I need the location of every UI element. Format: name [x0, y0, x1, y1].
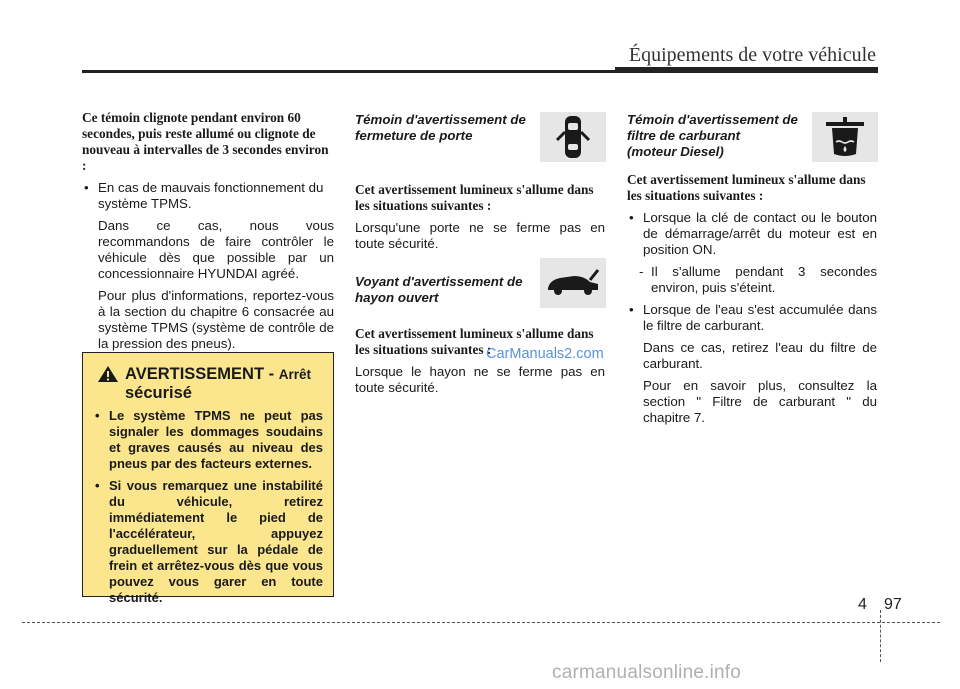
fuel-bullet-2: • Lorsque de l'eau s'est accumulée dans le filtre de carburant. [627, 302, 877, 334]
fuel-bullet-1: • Lorsque la clé de contact ou le bouton de démarrage/arrêt du moteur est en position ON. [627, 210, 877, 258]
door-open-warning-icon [540, 112, 606, 162]
hatch-warning-text: Lorsque le hayon ne se ferme pas en toute sécurité. [355, 364, 605, 395]
warning-bullet-1: • Le système TPMS ne peut pas signaler les dommages soudains et graves causés au niveau des pneus par des facteurs externes. [93, 408, 323, 472]
footer-divider [880, 610, 881, 662]
hatch-warning-intro: Cet avertissement lumineux s'allume dans les situations suivantes : [355, 326, 594, 357]
site-watermark: carmanualsonline.info [552, 662, 742, 683]
door-icon-box [540, 112, 606, 162]
hatch-icon-box [540, 258, 606, 308]
door-warning-intro: Cet avertissement lumineux s'allume dans les situations suivantes : [355, 182, 594, 213]
fuel-icon-box [812, 112, 878, 162]
fuel-filter-intro: Cet avertissement lumineux s'allume dans les situations suivantes : [627, 172, 866, 203]
tpms-para-2: Pour plus d'informations, reportez-vous à la section du chapitre 6 consacrée au système TPMS (système de contrôle de la pression des pneus). [98, 288, 334, 351]
warning-bullet-2: • Si vous remarquez une instabilité du véhicule, retirez immédiatement le pied de l'accélérateur, appuyez graduellement sur la pédale de frein et arrêtez-vous dès que vous pouvez vous garer en toute sécurité. [93, 478, 323, 606]
door-warning-text: Lorsqu'une porte ne se ferme pas en toute sécurité. [355, 220, 605, 251]
tpms-intro: Ce témoin clignote pendant environ 60 secondes, puis reste allumé ou clignote de nouveau à intervalles de 3 secondes environ : [82, 110, 329, 173]
fuel-filter-water-icon [812, 112, 878, 162]
tpms-bullet: • En cas de mauvais fonctionnement du système TPMS. [82, 180, 334, 212]
page-number: 97 [884, 596, 902, 613]
warning-header [93, 365, 323, 402]
warning-triangle-icon [97, 365, 119, 383]
trunk-open-warning-icon [540, 258, 606, 308]
footer-rule [22, 622, 940, 623]
fuel-para-2: Pour en savoir plus, consultez la section " Filtre de carburant " du chapitre 7. [643, 378, 877, 425]
column-tpms [82, 110, 334, 358]
hatch-warning-title: Voyant d'avertissement de hayon ouvert [355, 274, 523, 305]
fuel-filter-title: Témoin d'avertissement de filtre de carburant (moteur Diesel) [627, 112, 798, 159]
fuel-para-1: Dans ce cas, retirez l'eau du filtre de carburant. [643, 340, 877, 371]
chapter-number: 4 [858, 596, 867, 613]
tpms-para-1: Dans ce cas, nous vous recommandons de faire contrôler le véhicule dès que possible par un concessionnaire HYUNDAI agréé. [98, 218, 334, 281]
watermark: CarManuals2.com [486, 346, 604, 362]
fuel-dash-item: - Il s'allume pendant 3 secondes environ, puis s'éteint. [639, 264, 877, 295]
page-section-title: Équipements de votre véhicule [628, 44, 876, 66]
warning-box [82, 352, 334, 605]
warning-title: AVERTISSEMENT - Arrêt sécurisé [125, 365, 311, 402]
door-warning-title: Témoin d'avertissement de fermeture de porte [355, 112, 526, 143]
header-rule-accent [615, 67, 878, 73]
